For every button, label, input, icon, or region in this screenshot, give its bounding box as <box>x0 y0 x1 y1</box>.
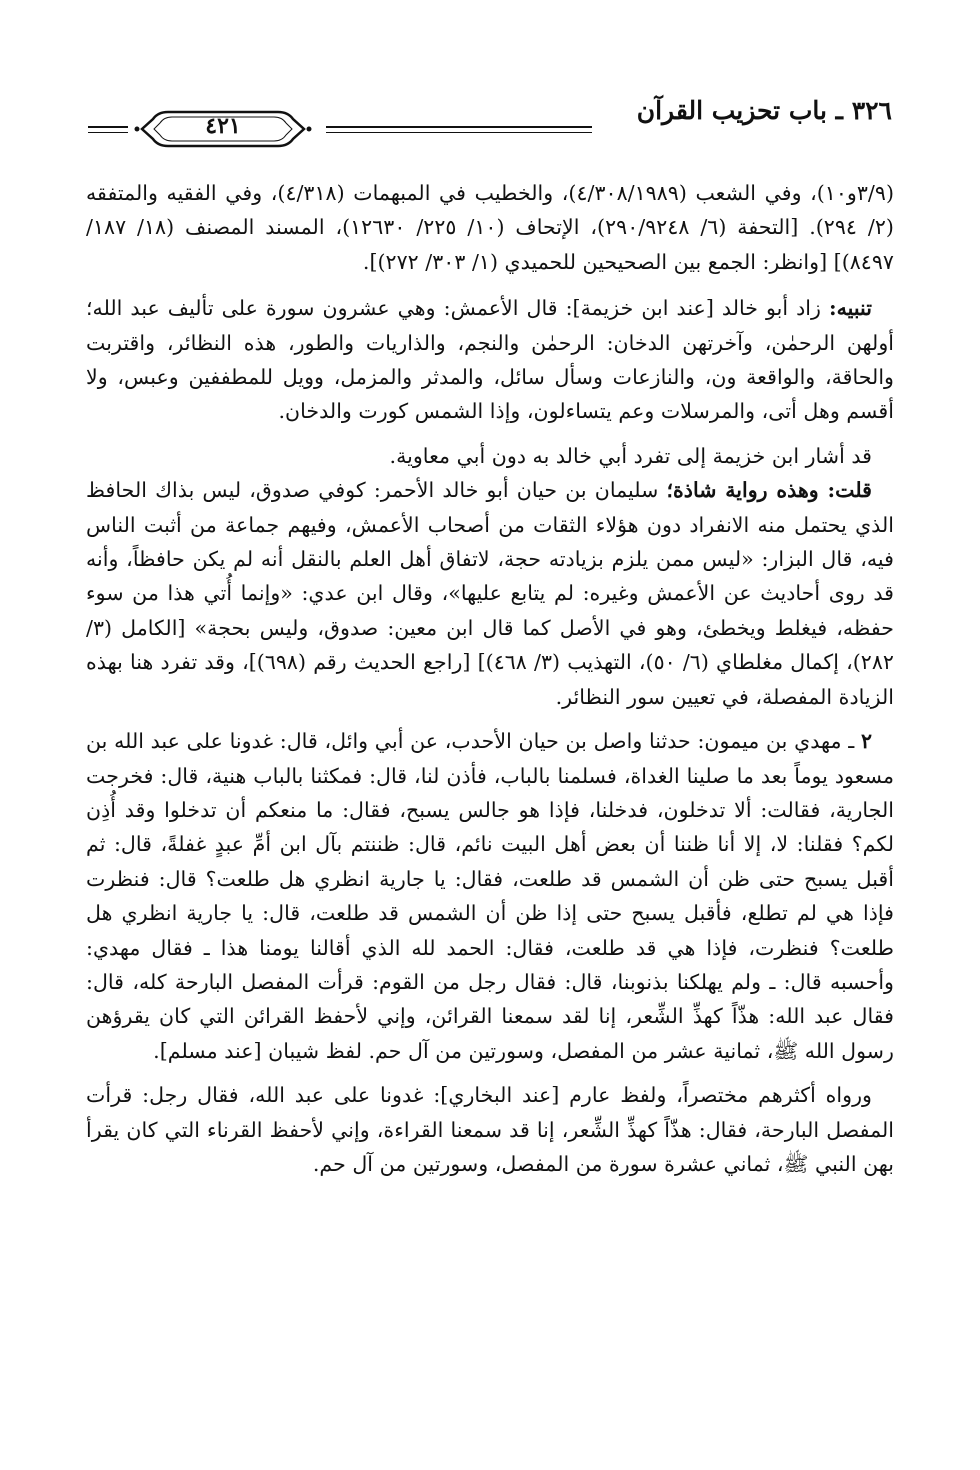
paragraph-text: (٣/٩و١٠)، وفي الشعب (٤/٣٠٨/١٩٨٩)، والخطيب في المبهمات (٤/٣١٨)، وفي الفقيه والمتفقه (٢/ ٢٩٤). [التحفة (٦/ ٢٩٠/٩٢٤٨)، الإتحاف (١٠/ ٢٢٥/ ١٢٦٣٠)، المسند المصنف (١٨/ ١٨٧/ ٨٤٩٧)] [وانظر: الجمع بين الصحيحين للحميدي (١/ ٣٠٣/ ٢٧٢)]. <box>86 181 894 274</box>
paragraph-text: سليمان بن حيان أبو خالد الأحمر: كوفي صدوق، ليس بذاك الحافظ الذي يحتمل منه الانفراد دون هؤلاء الثقات من أصحاب الأعمش، وفيهم جماعة من أثبت الناس فيه، قال البزار: «ليس ممن يلزم بزيادته حجة، لاتفاق أهل العلم بالنقل أنه لم يكن حافظاً، وأنه قد روى أحاديث عن الأعمش وغيره: لم يتابع عليها»، وقال ابن عدي: «وإنما أُتي هذا من سوء حفظه، فيغلط ويخطئ، وهو في الأصل كما قال ابن معين: صدوق، وليس بحجة» [الكامل (٣/ ٢٨٢)، إكمال مغلطاي (٦/ ٥٠)، التهذيب (٣/ ٤٦٨)] [راجع الحديث رقم (٦٩٨)]، وقد تفرد هنا بهذه الزيادة المفصلة، في تعيين سور النظائر. <box>86 478 894 709</box>
paragraph-text: ـ مهدي بن ميمون: حدثنا واصل بن حيان الأحدب، عن أبي وائل، قال: غدونا على عبد الله بن مسعود يوماً بعد ما صلينا الغداة، فسلمنا بالباب، فأذن لنا، قال: فمكثنا بالباب هنية، قال: فخرجت الجارية، فقالت: ألا تدخلون، فدخلنا، فإذا هو جالس يسبح، فقال: ما منعكم أن تدخلوا وقد أُذِن لكم؟ فقلنا: لا، إلا أنا ظننا أن بعض أهل البيت نائم، قال: ظننتم بآل ابن أمِّ عبدٍ غفلةً، قال: ثم أقبل يسبح حتى ظن أن الشمس قد طلعت، فقال: يا جارية انظري هل طلعت؟ قال: فنظرت فإذا هي لم تطلع، فأقبل يسبح حتى إذا ظن أن الشمس قد طلعت، قال: يا جارية انظري هل طلعت؟ فنظرت، فإذا هي قد طلعت، فقال: الحمد لله الذي أقالنا يومنا هذا ـ فقال مهدي: وأحسبه قال: ـ ولم يهلكنا بذنوبنا، قال: فقال رجل من القوم: قرأت المفصل البارحة كله، قال: فقال عبد الله: هذّاً كهذِّ الشِّعر، إنا لقد سمعنا القرائن، وإني لأحفظ القرائن التي كان يقرؤهن رسول الله ﷺ، ثمانية عشر من المفصل، وسورتين من آل حم. لفظ شيبان [عند مسلم]. <box>86 729 894 1063</box>
paragraph-note <box>86 439 894 473</box>
paragraph-qultu <box>86 473 894 714</box>
header-rule-left <box>88 126 128 128</box>
page-number-ornament <box>128 106 318 152</box>
paragraph-text: ورواه أكثرهم مختصراً، ولفظ عارم [عند البخاري]: غدونا على عبد الله، فقال رجل: قرأت المفصل البارحة، فقال: هذّاً كهذِّ الشِّعر، إنا قد سمعنا القراءة، وإني لأحفظ القرناء التي كان يقرأ بهن النبي ﷺ، ثماني عشرة سورة من المفصل، وسورتين من آل حم. <box>86 1083 894 1176</box>
paragraph-lead: قلت: وهذه رواية شاذة؛ <box>666 478 872 503</box>
paragraph-lead: تنبيه: <box>828 296 872 321</box>
paragraph-riwaya <box>86 1078 894 1181</box>
page-number: ٤٢١ <box>205 113 241 139</box>
page-header <box>88 92 892 164</box>
paragraph-text: زاد أبو خالد [عند ابن خزيمة]: قال الأعمش: وهي عشرون سورة على تأليف عبد الله؛ أولهن الرحمٰن، وآخرتهن الدخان: الرحمٰن والنجم، والذاريات والطور، هذه النظائر، واقتربت والحاقة، والواقعة ون، والنازعات وسأل سائل، والمدثر والمزمل، وويل للمطففين وعبس، ولا أقسم وهل أتى، والمرسلات وعم يتساءلون، وإذا الشمس كورت والدخان. <box>86 296 894 424</box>
paragraph-hadith-2 <box>86 724 894 1068</box>
page-body <box>86 176 894 1181</box>
hadith-number: ٢ <box>860 729 872 754</box>
footnote-references <box>86 176 894 279</box>
running-title: ٣٢٦ ـ باب تحزيب القرآن <box>636 96 892 125</box>
header-rule-right <box>326 126 592 128</box>
header-rule-left-lower <box>88 132 128 133</box>
paragraph-text: قد أشار ابن خزيمة إلى تفرد أبي خالد به دون أبي معاوية. <box>389 443 872 468</box>
header-rule-right-lower <box>326 132 592 133</box>
paragraph-tanbih <box>86 291 894 429</box>
